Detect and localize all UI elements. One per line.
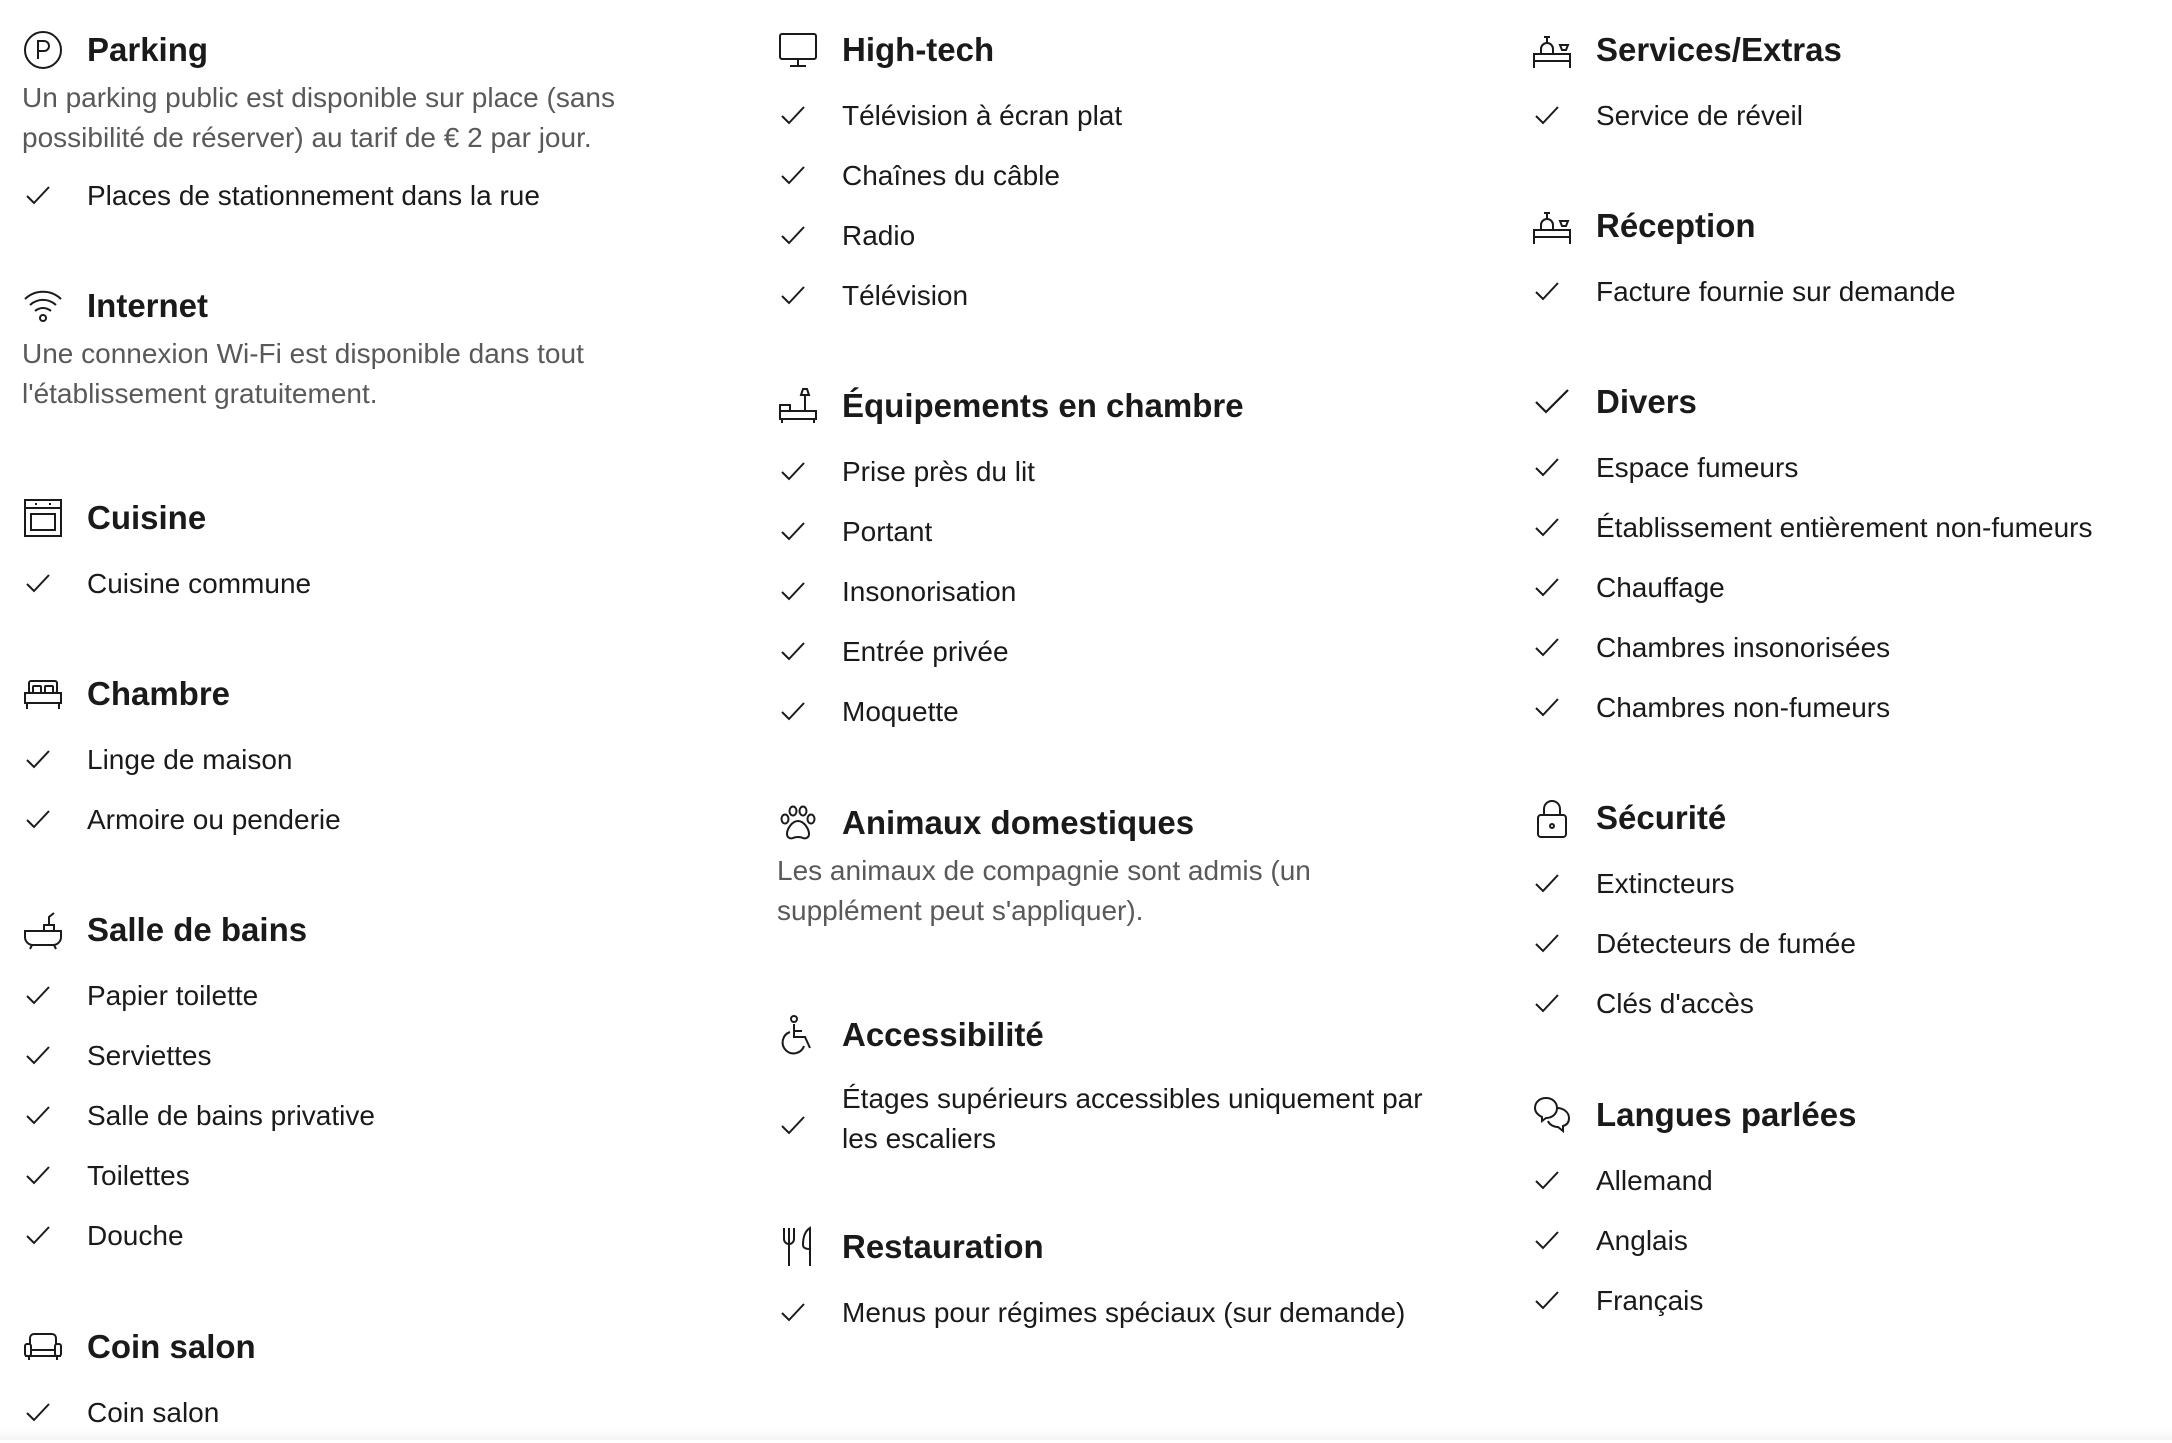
check-icon xyxy=(1533,930,1561,958)
section-description: Un parking public est disponible sur place (sans possibilité de réserver) au tarif de € 2 par jour. xyxy=(22,82,615,153)
amenity-label: Places de stationnement dans la rue xyxy=(87,180,540,211)
section-description: Les animaux de compagnie sont admis (un supplément peut s'appliquer). xyxy=(777,855,1311,926)
amenity-item xyxy=(1509,262,2172,322)
amenity-label: Coin salon xyxy=(87,1397,220,1428)
amenity-item xyxy=(0,1026,720,1086)
section-header xyxy=(0,20,720,80)
amenity-item xyxy=(1509,974,2172,1034)
paw-icon xyxy=(777,802,819,844)
section-header xyxy=(755,1217,1475,1277)
amenity-label: Établissement entièrement non-fumeurs xyxy=(1596,512,2093,543)
check-icon xyxy=(24,1042,52,1070)
amenity-label: Détecteurs de fumée xyxy=(1596,928,1856,959)
amenity-label: Entrée privée xyxy=(842,636,1009,667)
amenity-label: Insonorisation xyxy=(842,576,1017,607)
amenity-item xyxy=(1509,854,2172,914)
amenity-label: Étages supérieurs accessibles uniquement par les escaliers xyxy=(842,1083,1423,1154)
amenity-item xyxy=(0,730,720,790)
amenity-item xyxy=(0,966,720,1026)
amenity-label: Serviettes xyxy=(87,1040,212,1071)
amenity-label: Papier toilette xyxy=(87,980,259,1011)
parking-icon xyxy=(22,29,64,71)
check-icon xyxy=(1533,634,1561,662)
amenity-item xyxy=(1509,618,2172,678)
amenity-item xyxy=(1509,558,2172,618)
check-icon xyxy=(1533,990,1561,1018)
section-header xyxy=(1509,196,2172,256)
lock-icon xyxy=(1531,797,1573,839)
amenity-label: Radio xyxy=(842,220,916,251)
amenity-label: Français xyxy=(1596,1285,1704,1316)
section-header xyxy=(755,376,1475,436)
amenity-label: Menus pour régimes spéciaux (sur demande) xyxy=(842,1297,1406,1328)
check-icon xyxy=(1533,1287,1561,1315)
amenity-label: Chauffage xyxy=(1596,572,1725,603)
section-header xyxy=(755,20,1475,80)
amenity-item xyxy=(1509,438,2172,498)
check-icon xyxy=(1533,278,1561,306)
amenity-item xyxy=(755,622,1475,682)
check-icon xyxy=(779,698,807,726)
amenity-item xyxy=(1509,1271,2172,1331)
check-icon xyxy=(24,982,52,1010)
check-icon xyxy=(1531,381,1573,423)
check-icon xyxy=(24,570,52,598)
amenity-label: Anglais xyxy=(1596,1225,1688,1256)
check-icon xyxy=(779,1112,807,1140)
section-title: Chambre xyxy=(87,675,231,712)
amenity-label: Prise près du lit xyxy=(842,456,1035,487)
section-title: Salle de bains xyxy=(87,911,308,948)
section-title: Équipements en chambre xyxy=(842,387,1244,424)
amenity-item xyxy=(755,502,1475,562)
section-header xyxy=(0,900,720,960)
monitor-icon xyxy=(777,29,819,71)
section-header xyxy=(755,793,1475,853)
section-title: Langues parlées xyxy=(1596,1096,1857,1133)
section-description: Une connexion Wi-Fi est disponible dans tout l'établissement gratuitement. xyxy=(22,338,584,409)
reception-bell-icon xyxy=(1531,29,1573,71)
section-header xyxy=(755,1005,1475,1065)
check-icon xyxy=(779,638,807,666)
check-icon xyxy=(24,746,52,774)
check-icon xyxy=(1533,102,1561,130)
amenity-item xyxy=(1509,678,2172,738)
section-title: Animaux domestiques xyxy=(842,804,1195,841)
amenity-label: Armoire ou penderie xyxy=(87,804,341,835)
amenity-label: Portant xyxy=(842,516,933,547)
section-header xyxy=(1509,788,2172,848)
section-header xyxy=(1509,20,2172,80)
amenity-label: Toilettes xyxy=(87,1160,190,1191)
check-icon xyxy=(1533,454,1561,482)
check-icon xyxy=(779,458,807,486)
amenity-item xyxy=(755,266,1475,326)
amenity-item xyxy=(0,1206,720,1266)
amenity-label: Espace fumeurs xyxy=(1596,452,1799,483)
check-icon xyxy=(779,222,807,250)
amenity-label: Douche xyxy=(87,1220,184,1251)
amenity-item xyxy=(755,206,1475,266)
section-title: Sécurité xyxy=(1596,799,1727,836)
section-header xyxy=(1509,372,2172,432)
amenity-item xyxy=(755,1283,1475,1343)
check-icon xyxy=(1533,870,1561,898)
amenity-item xyxy=(755,682,1475,742)
amenity-label: Télévision xyxy=(842,280,969,311)
amenity-item xyxy=(755,442,1475,502)
section-header xyxy=(1509,1085,2172,1145)
section-title: Divers xyxy=(1596,383,1697,420)
wifi-icon xyxy=(22,285,64,327)
amenity-label: Cuisine commune xyxy=(87,568,312,599)
section-title: Réception xyxy=(1596,207,1756,244)
speech-bubbles-icon xyxy=(1531,1094,1573,1136)
amenity-label: Moquette xyxy=(842,696,959,727)
check-icon xyxy=(24,1399,52,1427)
check-icon xyxy=(24,1162,52,1190)
amenity-item xyxy=(1509,86,2172,146)
section-title: Parking xyxy=(87,31,209,68)
bottom-edge-shadow xyxy=(0,1428,2172,1440)
section-header xyxy=(0,664,720,724)
amenity-item xyxy=(0,1086,720,1146)
section-title: Coin salon xyxy=(87,1328,256,1365)
check-icon xyxy=(779,578,807,606)
fork-knife-icon xyxy=(777,1226,819,1268)
amenity-label: Chambres non-fumeurs xyxy=(1596,692,1891,723)
check-icon xyxy=(24,182,52,210)
check-icon xyxy=(779,518,807,546)
section-header xyxy=(0,1317,720,1377)
check-icon xyxy=(1533,1227,1561,1255)
amenity-item xyxy=(1509,498,2172,558)
amenity-label: Service de réveil xyxy=(1596,100,1803,131)
section-title: Accessibilité xyxy=(842,1016,1044,1053)
section-title: Restauration xyxy=(842,1228,1044,1265)
amenity-item xyxy=(1509,914,2172,974)
check-icon xyxy=(24,806,52,834)
amenity-item xyxy=(755,562,1475,622)
amenity-label: Salle de bains privative xyxy=(87,1100,375,1131)
section-header xyxy=(0,488,720,548)
check-icon xyxy=(1533,574,1561,602)
reception-bell-icon xyxy=(1531,205,1573,247)
section-title: Services/Extras xyxy=(1596,31,1842,68)
section-title: High-tech xyxy=(842,31,995,68)
check-icon xyxy=(779,1299,807,1327)
section-header xyxy=(0,276,720,336)
amenity-label: Allemand xyxy=(1596,1165,1713,1196)
oven-icon xyxy=(22,497,64,539)
check-icon xyxy=(1533,1167,1561,1195)
amenity-item xyxy=(755,86,1475,146)
check-icon xyxy=(1533,694,1561,722)
amenity-item xyxy=(0,1146,720,1206)
amenity-item xyxy=(0,554,720,614)
amenity-item xyxy=(1509,1151,2172,1211)
amenity-label: Chaînes du câble xyxy=(842,160,1060,191)
section-title: Internet xyxy=(87,287,209,324)
check-icon xyxy=(24,1222,52,1250)
amenity-item xyxy=(755,146,1475,206)
room-equipment-icon xyxy=(777,385,819,427)
amenity-label: Facture fournie sur demande xyxy=(1596,276,1956,307)
amenity-item xyxy=(1509,1211,2172,1271)
bathtub-icon xyxy=(22,909,64,951)
amenity-label: Linge de maison xyxy=(87,744,293,775)
amenity-label: Chambres insonorisées xyxy=(1596,632,1891,663)
amenity-label: Clés d'accès xyxy=(1596,988,1754,1019)
check-icon xyxy=(779,102,807,130)
amenity-label: Extincteurs xyxy=(1596,868,1735,899)
sofa-icon xyxy=(22,1326,64,1368)
check-icon xyxy=(779,162,807,190)
amenity-item xyxy=(755,1079,1475,1163)
amenity-item xyxy=(0,166,720,226)
bed-icon xyxy=(22,673,64,715)
check-icon xyxy=(779,282,807,310)
check-icon xyxy=(1533,514,1561,542)
amenity-item xyxy=(0,790,720,850)
check-icon xyxy=(24,1102,52,1130)
wheelchair-icon xyxy=(777,1014,819,1056)
section-title: Cuisine xyxy=(87,499,207,536)
amenity-label: Télévision à écran plat xyxy=(842,100,1123,131)
